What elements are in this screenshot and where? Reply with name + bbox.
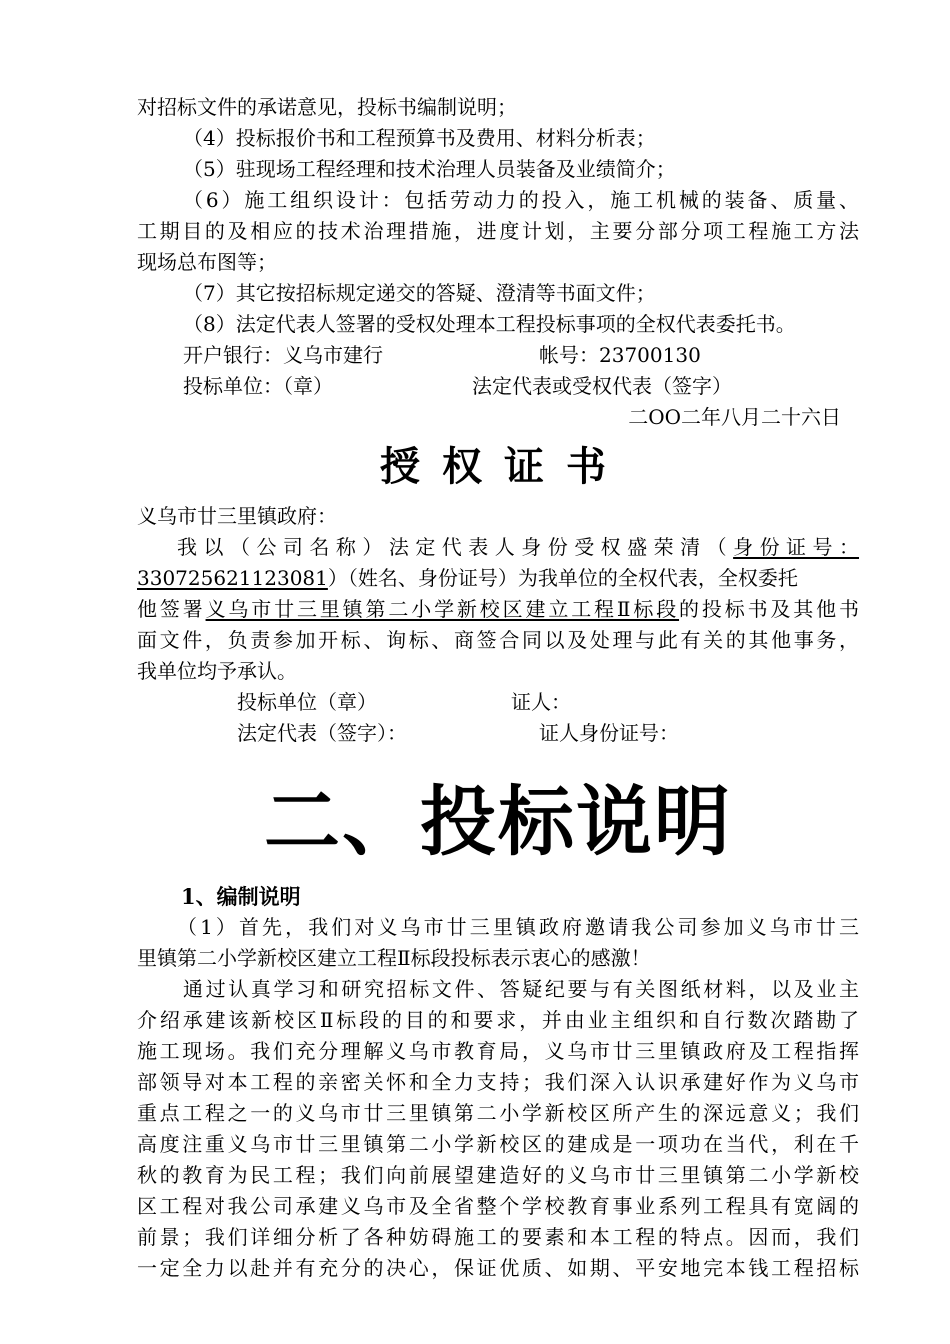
date: 二OO二年八月二十六日 xyxy=(628,405,841,429)
list-item: （5）驻现场工程经理和技术治理人员装备及业绩简介； xyxy=(183,157,676,181)
legal-rep-label: 法定代表或受权代表（签字） xyxy=(472,374,732,398)
text-line: 工期目的及相应的技术治理措施，进度计划，主要分部分项工程施工方法 xyxy=(137,219,859,243)
authorization-title: 授权证书 xyxy=(380,444,628,490)
auth-text: 他签署 xyxy=(137,597,206,621)
auth-text: 我以（公司名称）法定代表人身份受权盛荣清（ xyxy=(177,535,734,559)
para-line: 施工现场。我们充分理解义乌市教育局，义乌市廿三里镇政府及工程指挥 xyxy=(137,1039,859,1063)
para-line: 部领导对本工程的亲密关怀和全力支持；我们深入认识承建好作为义乌市 xyxy=(137,1070,859,1094)
text-line: 对招标文件的承诺意见，投标书编制说明； xyxy=(137,95,517,119)
id-number-label: 身份证号： xyxy=(733,535,860,559)
signature-row xyxy=(137,718,859,749)
auth-para-line xyxy=(137,563,859,594)
para-line: 高度注重义乌市廿三里镇第二小学新校区的建成是一项功在当代，利在千 xyxy=(137,1132,859,1156)
para-line: 重点工程之一的义乌市廿三里镇第二小学新校区所产生的深远意义；我们 xyxy=(137,1101,859,1125)
list-item: （4）投标报价书和工程预算书及费用、材料分析表； xyxy=(183,126,656,150)
para-line: 里镇第二小学新校区建立工程Ⅱ标段投标表示衷心的感激！ xyxy=(137,946,651,970)
auth-para-line: 我单位均予承认。 xyxy=(137,659,297,683)
sign-rep-label: 法定代表（签字）： xyxy=(237,721,407,745)
witness-label: 证人： xyxy=(511,690,571,714)
para-line: 前景；我们详细分析了各种妨碍施工的要素和本工程的特点。因而，我们 xyxy=(137,1225,859,1249)
text-line: 现场总布图等； xyxy=(137,250,277,274)
addressee: 义乌市廿三里镇政府： xyxy=(137,504,337,528)
witness-id-label: 证人身份证号： xyxy=(539,721,679,745)
auth-text: 的投标书及其他书 xyxy=(679,597,860,621)
signature-row xyxy=(137,687,859,718)
sign-unit-label: 投标单位（章） xyxy=(237,690,377,714)
auth-para-line: 面文件，负责参加开标、询标、商签合同以及处理与此有关的其他事务， xyxy=(137,628,859,652)
list-item: （6）施工组织设计：包括劳动力的投入，施工机械的装备、质量、 xyxy=(183,188,859,212)
bidder-label: 投标单位：（章） xyxy=(183,374,333,398)
bank-label: 开户银行：义乌市建行 xyxy=(183,343,383,367)
section-title: 二、投标说明 xyxy=(264,777,732,866)
account-label: 帐号：23700130 xyxy=(539,343,701,367)
id-number: 330725621123081 xyxy=(137,566,328,590)
auth-para-line xyxy=(137,594,859,625)
para-line: 秋的教育为民工程；我们向前展望建造好的义乌市廿三里镇第二小学新校 xyxy=(137,1163,859,1187)
project-name: 义乌市廿三里镇第二小学新校区建立工程Ⅱ标段 xyxy=(205,597,680,621)
para-line: （1）首先，我们对义乌市廿三里镇政府邀请我公司参加义乌市廿三 xyxy=(177,915,859,939)
auth-para-line xyxy=(137,532,859,563)
para-line: 介绍承建该新校区Ⅱ标段的目的和要求，并由业主组织和自行数次踏勘了 xyxy=(137,1008,859,1032)
list-item: （7）其它按招标规定递交的答疑、澄清等书面文件； xyxy=(183,281,656,305)
section-subtitle: 1、编制说明 xyxy=(181,884,301,909)
bidder-row xyxy=(137,371,859,402)
bank-row xyxy=(137,340,859,371)
para-line: 一定全力以赴并有充分的决心，保证优质、如期、平安地完本钱工程招标 xyxy=(137,1256,859,1280)
document-page xyxy=(137,92,859,1284)
para-line: 区工程对我公司承建义乌市及全省整个学校教育事业系列工程具有宽阔的 xyxy=(137,1194,859,1218)
list-item: （8）法定代表人签署的受权处理本工程投标事项的全权代表委托书。 xyxy=(183,312,796,336)
auth-text: ）（姓名、身份证号）为我单位的全权代表，全权委托 xyxy=(327,566,798,590)
para-line: 通过认真学习和研究招标文件、答疑纪要与有关图纸材料，以及业主 xyxy=(183,977,859,1001)
